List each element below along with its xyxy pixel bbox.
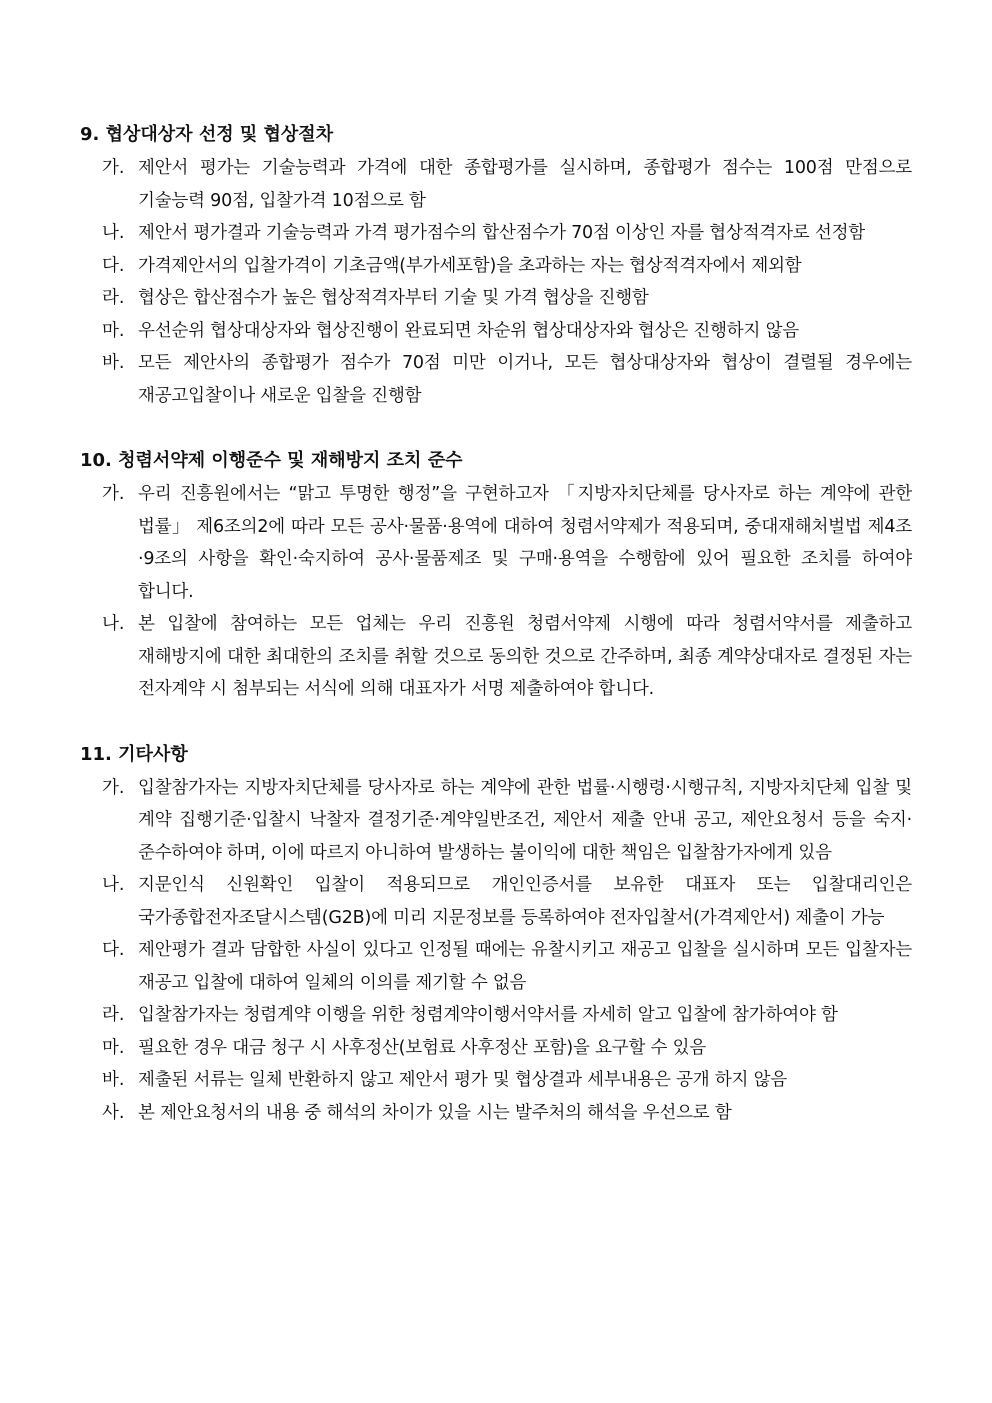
item-marker: 바. xyxy=(102,353,125,373)
list-item xyxy=(80,152,912,217)
item-text: 지문인식 신원확인 입찰이 적용되므로 개인인증서를 보유한 대표자 또는 입찰대리인은 국가종합전자조달시스템(G2B)에 미리 지문정보를 등록하여야 전자입찰서(가격제안서) 제출이 가능 xyxy=(138,875,912,928)
item-text: 본 입찰에 참여하는 모든 업체는 우리 진흥원 청렴서약제 시행에 따라 청렴서약서를 제출하고 재해방지에 대한 최대한의 조치를 취할 것으로 동의한 것으로 간주하며, 최종 계약상대자로 결정된 자는 전자계약 시 첨부되는 서식에 의해 대표자가 서명 제출하여야 합니다. xyxy=(138,614,912,699)
list-item xyxy=(80,1032,912,1065)
item-marker: 마. xyxy=(102,320,125,341)
list-item xyxy=(80,347,912,412)
section-9-negotiation xyxy=(80,118,912,412)
list-item xyxy=(80,772,912,870)
item-marker: 가. xyxy=(102,777,125,798)
item-marker: 라. xyxy=(102,288,125,308)
item-text: 모든 제안사의 종합평가 점수가 70점 미만 이거나, 모든 협상대상자와 협상이 결렬될 경우에는 재공고입찰이나 새로운 입찰을 진행함 xyxy=(138,353,912,406)
list-item xyxy=(80,1097,912,1130)
item-text: 본 제안요청서의 내용 중 해석의 차이가 있을 시는 발주처의 해석을 우선으로 함 xyxy=(138,1102,732,1123)
list-item xyxy=(80,217,912,250)
list-item xyxy=(80,282,912,315)
item-text: 필요한 경우 대금 청구 시 사후정산(보험료 사후정산 포함)을 요구할 수 있음 xyxy=(138,1037,707,1058)
item-text: 입찰참가자는 지방자치단체를 당사자로 하는 계약에 관한 법률·시행령·시행규칙, 지방자치단체 입찰 및 계약 집행기준·입찰시 낙찰자 결정기준·계약일반조건, 제안서 제출 안내 공고, 제안요청서 등을 숙지·준수하여야 하며, 이에 따르지 아니하여 발생하는 불이익에 대한 책임은 입찰참가자에게 있음 xyxy=(138,777,912,863)
section-11-misc xyxy=(80,738,912,1130)
section-heading: 9. 협상대상자 선정 및 협상절차 xyxy=(80,124,334,145)
item-text: 제출된 서류는 일체 반환하지 않고 제안서 평가 및 협상결과 세부내용은 공개 하지 않음 xyxy=(138,1070,788,1090)
item-text: 가격제안서의 입찰가격이 기초금액(부가세포함)을 초과하는 자는 협상적격자에서 제외함 xyxy=(138,255,802,276)
item-marker: 나. xyxy=(102,223,125,243)
item-marker: 라. xyxy=(102,1005,125,1025)
item-marker: 나. xyxy=(102,614,125,634)
list-item xyxy=(80,999,912,1032)
list-item xyxy=(80,315,912,348)
item-marker: 가. xyxy=(102,484,125,504)
item-marker: 나. xyxy=(102,875,125,895)
item-text: 제안평가 결과 담합한 사실이 있다고 인정될 때에는 유찰시키고 재공고 입찰을 실시하며 모든 입찰자는 재공고 입찰에 대하여 일체의 이의를 제기할 수 없음 xyxy=(138,940,912,993)
item-text: 제안서 평가는 기술능력과 가격에 대한 종합평가를 실시하며, 종합평가 점수는 100점 만점으로 기술능력 90점, 입찰가격 10점으로 함 xyxy=(138,158,912,211)
section-heading: 10. 청렴서약제 이행준수 및 재해방지 조치 준수 xyxy=(80,450,463,471)
item-text: 우리 진흥원에서는 “맑고 투명한 행정”을 구현하고자 「지방자치단체를 당사자로 하는 계약에 관한 법률」 제6조의2에 따라 모든 공사·물품·용역에 대하여 청렴서약제가 적용되며, 중대재해처벌법 제4조·9조의 사항을 확인·숙지하여 공사·물품제조 및 구매·용역을 수행함에 있어 필요한 조치를 하여야 합니다. xyxy=(138,484,912,602)
section-heading: 11. 기타사항 xyxy=(80,743,188,765)
document-page xyxy=(80,118,912,1161)
item-marker: 다. xyxy=(102,940,125,960)
list-item xyxy=(80,608,912,706)
item-marker: 마. xyxy=(102,1037,125,1058)
item-marker: 사. xyxy=(102,1102,125,1123)
list-item xyxy=(80,250,912,283)
item-text: 협상은 합산점수가 높은 협상적격자부터 기술 및 가격 협상을 진행함 xyxy=(138,288,649,308)
item-text: 우선순위 협상대상자와 협상진행이 완료되면 차순위 협상대상자와 협상은 진행하지 않음 xyxy=(138,320,799,341)
item-text: 입찰참가자는 청렴계약 이행을 위한 청렴계약이행서약서를 자세히 알고 입찰에 참가하여야 함 xyxy=(138,1005,838,1025)
list-item xyxy=(80,478,912,608)
item-marker: 가. xyxy=(102,158,125,178)
list-item xyxy=(80,1064,912,1097)
item-text: 제안서 평가결과 기술능력과 가격 평가점수의 합산점수가 70점 이상인 자를 협상적격자로 선정함 xyxy=(138,223,865,243)
item-marker: 다. xyxy=(102,255,125,276)
list-item xyxy=(80,869,912,934)
list-item xyxy=(80,934,912,999)
item-marker: 바. xyxy=(102,1070,125,1090)
section-10-integrity-pledge xyxy=(80,444,912,706)
